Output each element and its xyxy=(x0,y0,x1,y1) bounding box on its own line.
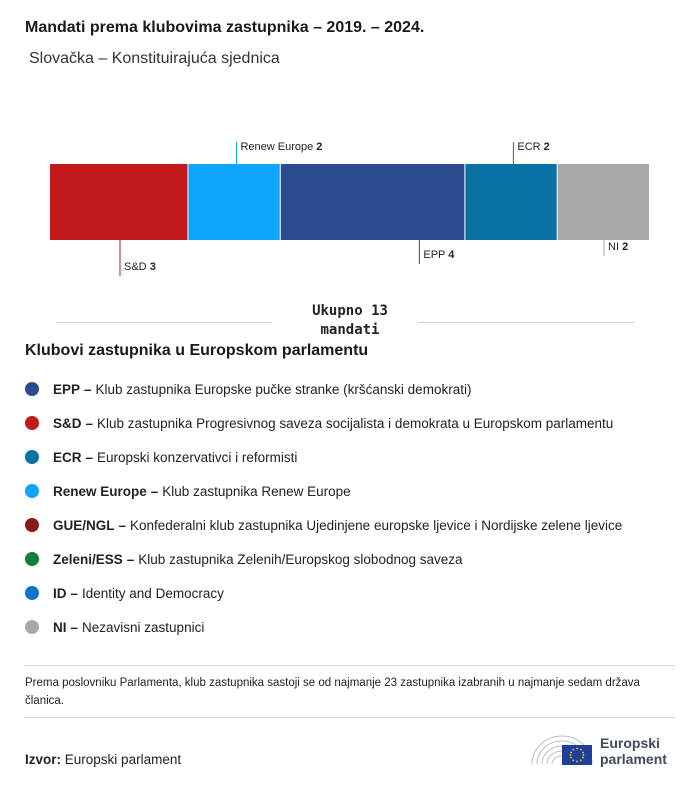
legend-abbr: ID xyxy=(53,585,67,601)
legend-abbr: ECR xyxy=(53,449,82,465)
legend-abbr: NI xyxy=(53,619,67,635)
legend-dash: – xyxy=(118,517,127,533)
legend-dash: – xyxy=(70,619,79,635)
legend-item xyxy=(25,474,622,508)
stacked-bar-chart xyxy=(0,130,700,290)
bar-segment-4 xyxy=(558,164,649,240)
data-label-3: ECR 2 xyxy=(517,141,550,153)
bar-segment-2 xyxy=(281,164,465,240)
data-label-1: Renew Europe 2 xyxy=(240,141,323,153)
data-label-4: NI 2 xyxy=(608,241,629,253)
legend-desc: Klub zastupnika Zelenih/Europskog slobodnog saveza xyxy=(138,551,463,567)
legend-dash: – xyxy=(85,415,94,431)
legend-swatch xyxy=(25,484,39,498)
data-label-0: S&D 3 xyxy=(124,261,156,273)
source xyxy=(25,752,181,767)
total-line-2: mandati xyxy=(320,322,380,338)
legend-swatch xyxy=(25,382,39,396)
chart-title: Mandati prema klubovima zastupnika – 2019. – 2024. xyxy=(25,19,425,36)
legend-item xyxy=(25,542,622,576)
ep-logo-text xyxy=(600,735,667,767)
legend-swatch xyxy=(25,450,39,464)
legend-item xyxy=(25,610,622,644)
legend-title: Klubovi zastupnika u Europskom parlamentu xyxy=(25,342,369,359)
legend-dash: – xyxy=(84,381,92,397)
logo-line-1: Europski xyxy=(600,735,660,751)
ep-logo-mark xyxy=(528,730,596,770)
footnote: Prema poslovniku Parlamenta, klub zastupnika sastoji se od najmanje 23 zastupnika izabranih u najmanje sedam država članica. xyxy=(25,677,640,707)
legend-item xyxy=(25,406,622,440)
chart-subtitle: Slovačka – Konstituirajuća sjednica xyxy=(29,50,280,67)
bar-segment-3 xyxy=(465,164,556,240)
total-line-1: Ukupno 13 xyxy=(312,303,388,319)
note-divider-bottom xyxy=(25,717,675,718)
bar-segment-1 xyxy=(188,164,279,240)
legend-swatch xyxy=(25,416,39,430)
data-label-2: EPP 4 xyxy=(423,249,455,261)
legend-dash: – xyxy=(85,449,94,465)
legend-item xyxy=(25,508,622,542)
legend-dash: – xyxy=(70,585,79,601)
legend-item xyxy=(25,372,622,406)
logo-line-2: parlament xyxy=(600,751,667,767)
legend-dash: – xyxy=(150,483,159,499)
legend-desc: Klub zastupnika Renew Europe xyxy=(162,483,351,499)
note-divider-top xyxy=(25,665,675,666)
legend-abbr: GUE/NGL xyxy=(53,517,115,533)
legend-desc: Identity and Democracy xyxy=(82,585,224,601)
legend-swatch xyxy=(25,620,39,634)
legend-swatch xyxy=(25,552,39,566)
legend-swatch xyxy=(25,518,39,532)
legend-dash: – xyxy=(126,551,135,567)
ep-logo xyxy=(528,730,678,770)
legend xyxy=(25,372,622,644)
source-value: Europski parlament xyxy=(64,752,182,767)
legend-swatch xyxy=(25,586,39,600)
legend-abbr: Renew Europe xyxy=(53,483,147,499)
legend-desc: Nezavisni zastupnici xyxy=(82,619,205,635)
legend-desc: Konfederalni klub zastupnika Ujedinjene europske ljevice i Nordijske zelene ljevice xyxy=(130,517,623,533)
legend-item xyxy=(25,576,622,610)
legend-desc: Klub zastupnika Progresivnog saveza socijalista i demokrata u Europskom parlamentu xyxy=(97,415,614,431)
legend-desc: Europski konzervativci i reformisti xyxy=(97,449,298,465)
bar-segment-0 xyxy=(50,164,187,240)
legend-abbr: EPP xyxy=(53,381,81,397)
total-seats xyxy=(0,302,700,340)
legend-abbr: Zeleni/ESS xyxy=(53,551,123,567)
legend-abbr: S&D xyxy=(53,415,82,431)
legend-item xyxy=(25,440,622,474)
legend-desc: Klub zastupnika Europske pučke stranke (kršćanski demokrati) xyxy=(95,381,472,397)
source-label: Izvor: xyxy=(25,752,62,767)
